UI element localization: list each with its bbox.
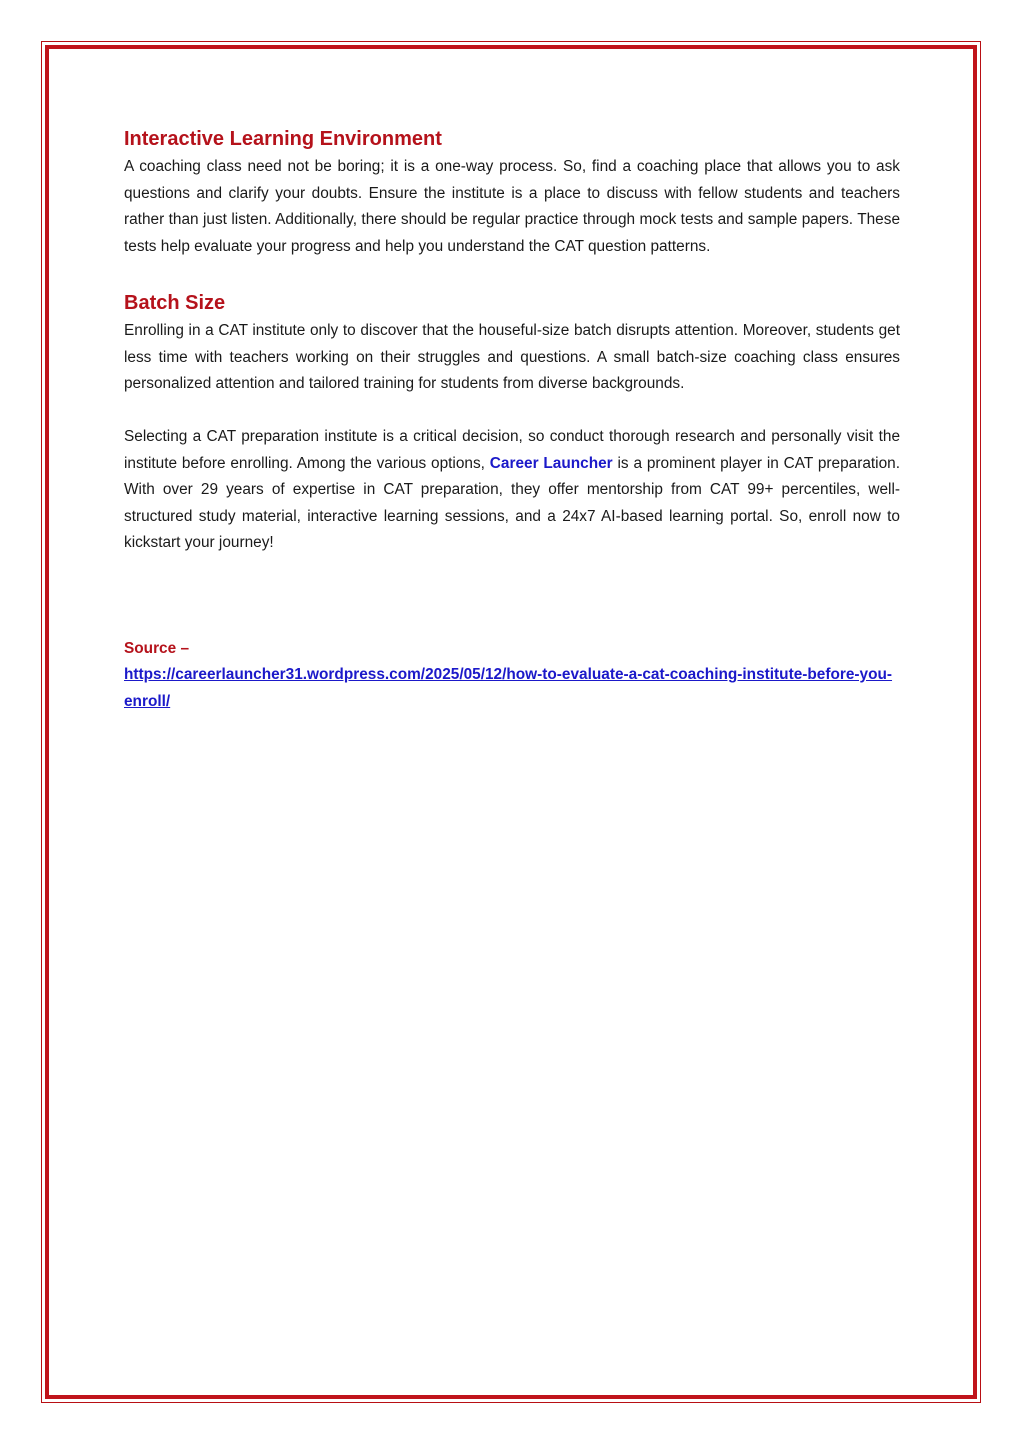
source-url-link[interactable]: https://careerlauncher31.wordpress.com/2025/05/12/how-to-evaluate-a-cat-coaching-institute-before-you-enroll/ bbox=[124, 666, 893, 710]
section-paragraph: A coaching class need not be boring; it is a one-way process. So, find a coaching place that allows you to ask questions and clarify your doubts. Ensure the institute is a place to discuss with fellow students and teachers rather than just listen. Additionally, there should be regular practice through mock tests and sample papers. These tests help evaluate your progress and help you understand the CAT question patterns. bbox=[124, 158, 900, 255]
closing-text-end: is a prominent player in CAT preparation. With over 29 years of expertise in CAT preparation, they offer mentorship from CAT 99+ percentiles, well-structured study material, interactive learning sessions, and a 24x7 AI-based learning portal. So, enroll now to kickstart your journey! bbox=[124, 454, 900, 551]
section-interactive-learning bbox=[124, 124, 900, 260]
section-batch-size bbox=[124, 288, 900, 398]
section-heading: Batch Size bbox=[124, 292, 226, 314]
source-block bbox=[124, 636, 900, 716]
section-heading: Interactive Learning Environment bbox=[124, 128, 442, 150]
closing-paragraph bbox=[124, 424, 900, 557]
closing-text-start: Selecting a CAT preparation institute is a critical decision, so conduct thorough research and personally visit the institute before enrolling. Among the various options, bbox=[124, 428, 900, 472]
career-launcher-link[interactable]: Career Launcher bbox=[489, 454, 613, 472]
source-label: Source – bbox=[124, 639, 190, 657]
section-paragraph: Enrolling in a CAT institute only to discover that the houseful-size batch disrupts attention. Moreover, students get less time with teachers working on their struggles and questions. A small batch-size coaching class ensures personalized attention and tailored training for students from diverse backgrounds. bbox=[124, 322, 900, 392]
document-body bbox=[124, 124, 900, 715]
